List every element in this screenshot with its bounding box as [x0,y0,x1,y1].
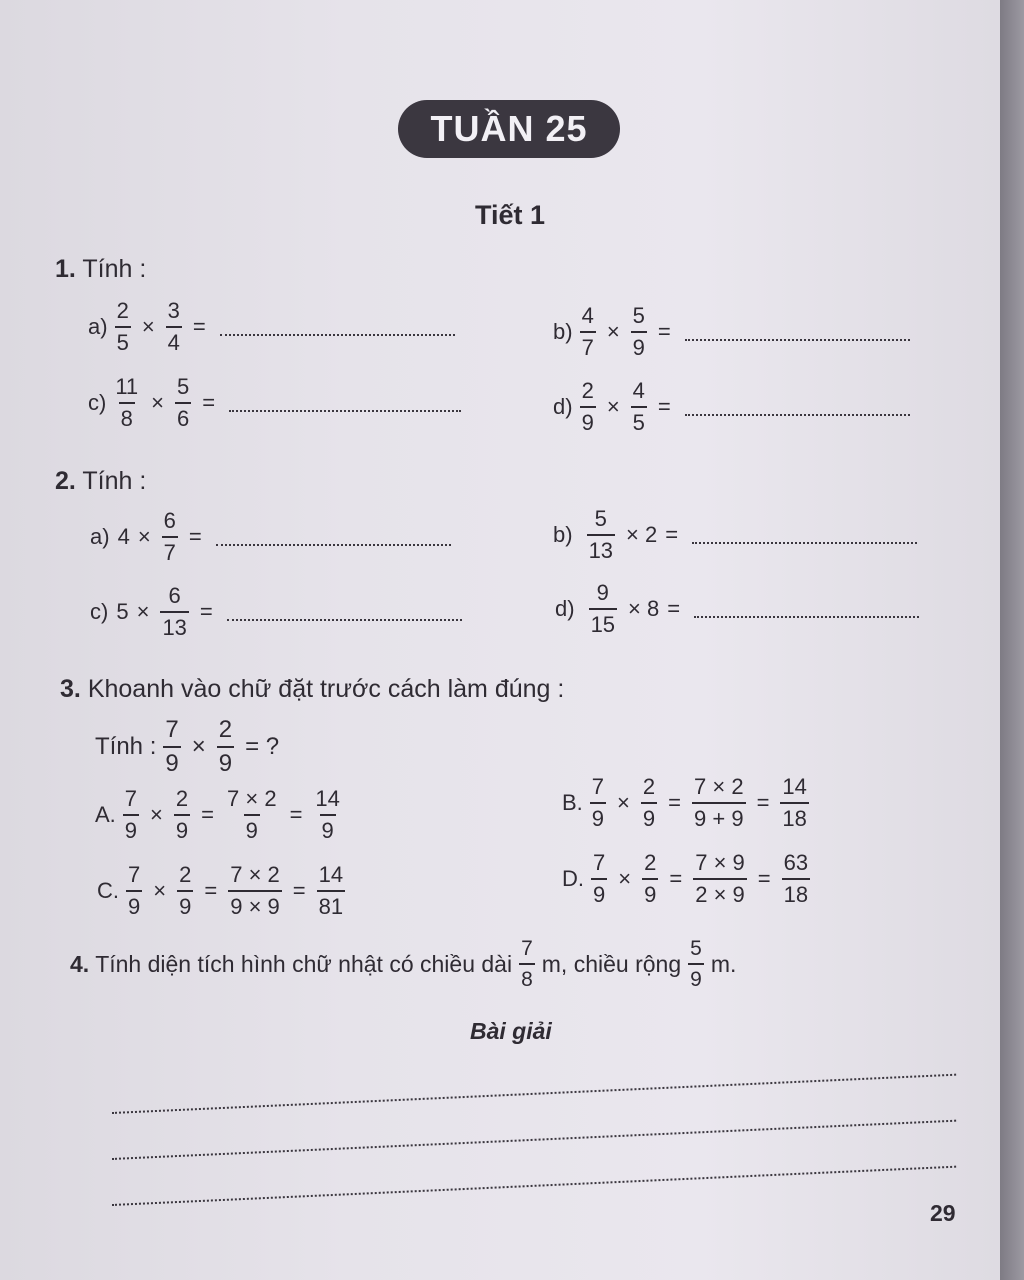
option-letter[interactable]: A. [95,802,116,827]
q1-item-b [553,305,910,359]
fraction: $\frac{5}{6}$ [177,374,190,431]
item-label: a) [90,524,110,549]
q3-option-a[interactable]: A. $\frac{7}{9}$ × $\frac{2}{9}$ = $\frac{7 \times 2}{9}$ = $\frac{14}{9}$ [95,786,340,843]
expression-label: Tính : [95,733,157,760]
q2-item-c [90,585,462,639]
q4-text: m, chiều rộng [541,950,682,977]
q3-option-b[interactable]: B. $\frac{7}{9}$ × $\frac{2}{9}$ = $\frac{7 \times 2}{9 + 9}$ = $\frac{14}{18}$ [562,774,807,831]
fraction: $\frac{5}{9}$ [632,303,645,360]
whole-number: 4 [117,524,130,549]
q4-number: 4. [70,950,90,977]
equals-sign: = [199,599,213,624]
fraction: $\frac{2}{5}$ [116,298,129,355]
fraction: $\frac{7 \times 2}{9}$ [227,786,277,843]
answer-line[interactable] [112,1074,956,1114]
q2-number: 2. [55,467,76,495]
answer-blank[interactable] [229,410,461,412]
fraction: $\frac{4}{5}$ [632,378,645,435]
fraction: $\frac{2}{9}$ [581,378,594,435]
q1-item-c [88,376,461,430]
whole-number: 5 [116,599,129,624]
fraction: $\frac{9}{15}$ [590,580,616,637]
q3-expression [95,718,283,776]
fraction: $\frac{2}{9}$ [218,716,233,777]
operator: × 8 [628,596,660,621]
page-number: 29 [930,1200,956,1226]
answer-blank[interactable] [685,339,910,341]
operator: × [137,524,151,549]
item-label: b) [553,522,573,547]
fraction: $\frac{7}{9}$ [591,774,605,831]
option-letter[interactable]: D. [562,866,584,891]
fraction: $\frac{7}{9}$ [128,862,141,919]
answer-blank[interactable] [227,619,462,621]
q1-number: 1. [55,255,76,283]
fraction: $\frac{63}{18}$ [783,850,809,907]
answer-line[interactable] [112,1120,956,1160]
page-edge [1000,0,1024,1280]
q3-prompt: Khoanh vào chữ đặt trước cách làm đúng : [87,675,565,703]
equals-sign: = [665,522,679,547]
fraction: $\frac{3}{4}$ [167,298,180,355]
option-letter[interactable]: B. [562,790,583,815]
answer-line[interactable] [112,1166,956,1206]
q1-heading [55,255,146,284]
equals-sign: = [202,390,216,415]
answer-blank[interactable] [216,544,451,546]
fraction: $\frac{7 \times 2}{9 + 9}$ [694,774,744,831]
item-label: c) [90,599,109,624]
length-fraction: $\frac{7}{8}$ [521,937,533,991]
item-label: a) [88,314,108,339]
fraction: $\frac{7}{9}$ [165,716,179,777]
equals-sign: = [657,319,671,344]
solution-label: Bài giải [470,1018,552,1044]
width-fraction: $\frac{5}{9}$ [690,937,702,991]
q3-option-d[interactable]: D. $\frac{7}{9}$ × $\frac{2}{9}$ = $\frac{7 \times 9}{2 \times 9}$ = $\frac{63}{18}$ [562,850,809,907]
item-label: c) [88,390,107,415]
answer-blank[interactable] [692,542,917,544]
equals-sign: = [657,394,671,419]
operator: × [151,390,165,415]
operator: × [141,314,155,339]
operator: × [136,599,150,624]
fraction: $\frac{6}{13}$ [162,583,187,640]
option-letter[interactable]: C. [97,878,119,903]
fraction: $\frac{7 \times 9}{2 \times 9}$ [695,850,745,907]
q2-item-b [553,508,917,562]
q1-item-a [88,300,455,354]
answer-blank[interactable] [220,334,455,336]
fraction: $\frac{6}{7}$ [163,508,176,565]
fraction: $\frac{7}{9}$ [124,786,138,843]
answer-blank[interactable] [694,616,919,618]
q3-option-c[interactable]: C. $\frac{7}{9}$ × $\frac{2}{9}$ = $\frac{7 \times 2}{9 \times 9}$ = $\frac{14}{81}$ [97,862,344,919]
q1-item-d [553,380,910,434]
operator: × [606,319,620,344]
fraction: $\frac{7 \times 2}{9 \times 9}$ [230,862,280,919]
q4-text: m. [710,950,737,977]
equals-sign: = [192,314,206,339]
q2-item-a [90,510,451,564]
fraction: $\frac{14}{18}$ [782,774,807,831]
answer-blank[interactable] [685,414,910,416]
fraction: $\frac{5}{13}$ [588,506,614,563]
q2-item-d [555,582,919,636]
q1-prompt: Tính : [82,255,147,283]
operator: × [191,733,206,760]
fraction: $\frac{2}{9}$ [179,862,192,919]
q2-heading [55,467,146,496]
item-label: d) [553,394,573,419]
fraction: $\frac{7}{9}$ [593,850,606,907]
fraction: $\frac{14}{81}$ [318,862,344,919]
operator: × 2 [626,522,658,547]
equals-sign: = [188,524,202,549]
q3-heading [60,675,564,704]
item-label: d) [555,596,575,621]
q2-prompt: Tính : [82,467,147,495]
q4-text: Tính diện tích hình chữ nhật có chiều dài [95,950,513,977]
equals-sign: = [667,596,681,621]
fraction: $\frac{2}{9}$ [644,850,657,907]
fraction: $\frac{14}{9}$ [315,786,340,843]
lesson-title: Tiết 1 [474,200,546,230]
item-label: b) [553,319,573,344]
operator: × [606,394,620,419]
question-tail: = ? [245,733,280,760]
fraction: $\frac{4}{7}$ [581,303,594,360]
q3-number: 3. [60,675,81,703]
q4-statement [70,938,736,990]
fraction: $\frac{11}{8}$ [115,374,139,431]
fraction: $\frac{2}{9}$ [175,786,189,843]
week-badge: TUẦN 25 [398,100,620,158]
fraction: $\frac{2}{9}$ [642,774,656,831]
